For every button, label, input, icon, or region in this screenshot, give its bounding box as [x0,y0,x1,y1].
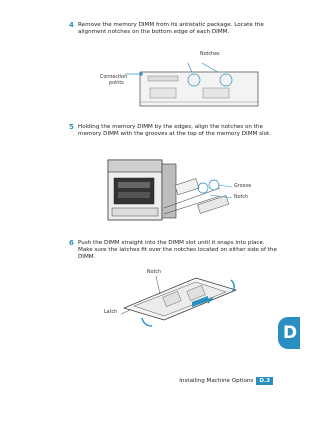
step-number: 5 [69,123,74,131]
dimm-slot-figure [108,268,243,333]
printer-figure [102,152,252,227]
connection-label: Connection [100,75,128,80]
section-tab [278,317,300,349]
step-number: 4 [69,21,74,29]
step-number: 6 [69,239,74,247]
dimm-figure [78,50,268,112]
groove-label: Groove [234,184,252,189]
notch-label-2: Notch [147,270,162,275]
points-label: points [109,81,124,86]
footer-title: Installing Machine Options [179,378,254,384]
page-footer [179,377,273,385]
step-5 [69,123,278,138]
step-4 [69,21,278,36]
step-text: Push the DIMM straight into the DIMM slot until it snaps into place. Make sure the latches fit over the notches located on either side of the DIMM. [78,240,277,261]
latch-label: Latch [104,310,118,315]
step-text: Remove the memory DIMM from its antistatic package. Locate the alignment notches on the bottom edge of each DIMM. [78,22,264,36]
page-number: D.3 [256,377,273,385]
step-6 [69,239,278,262]
step-text: Holding the memory DIMM by the edges, align the notches on the memory DIMM with the grooves at the top of the memory DIMM slot. [78,124,271,138]
notches-label: Notches [200,52,220,57]
section-letter: D [283,323,298,343]
notch-label: Notch [234,195,249,200]
